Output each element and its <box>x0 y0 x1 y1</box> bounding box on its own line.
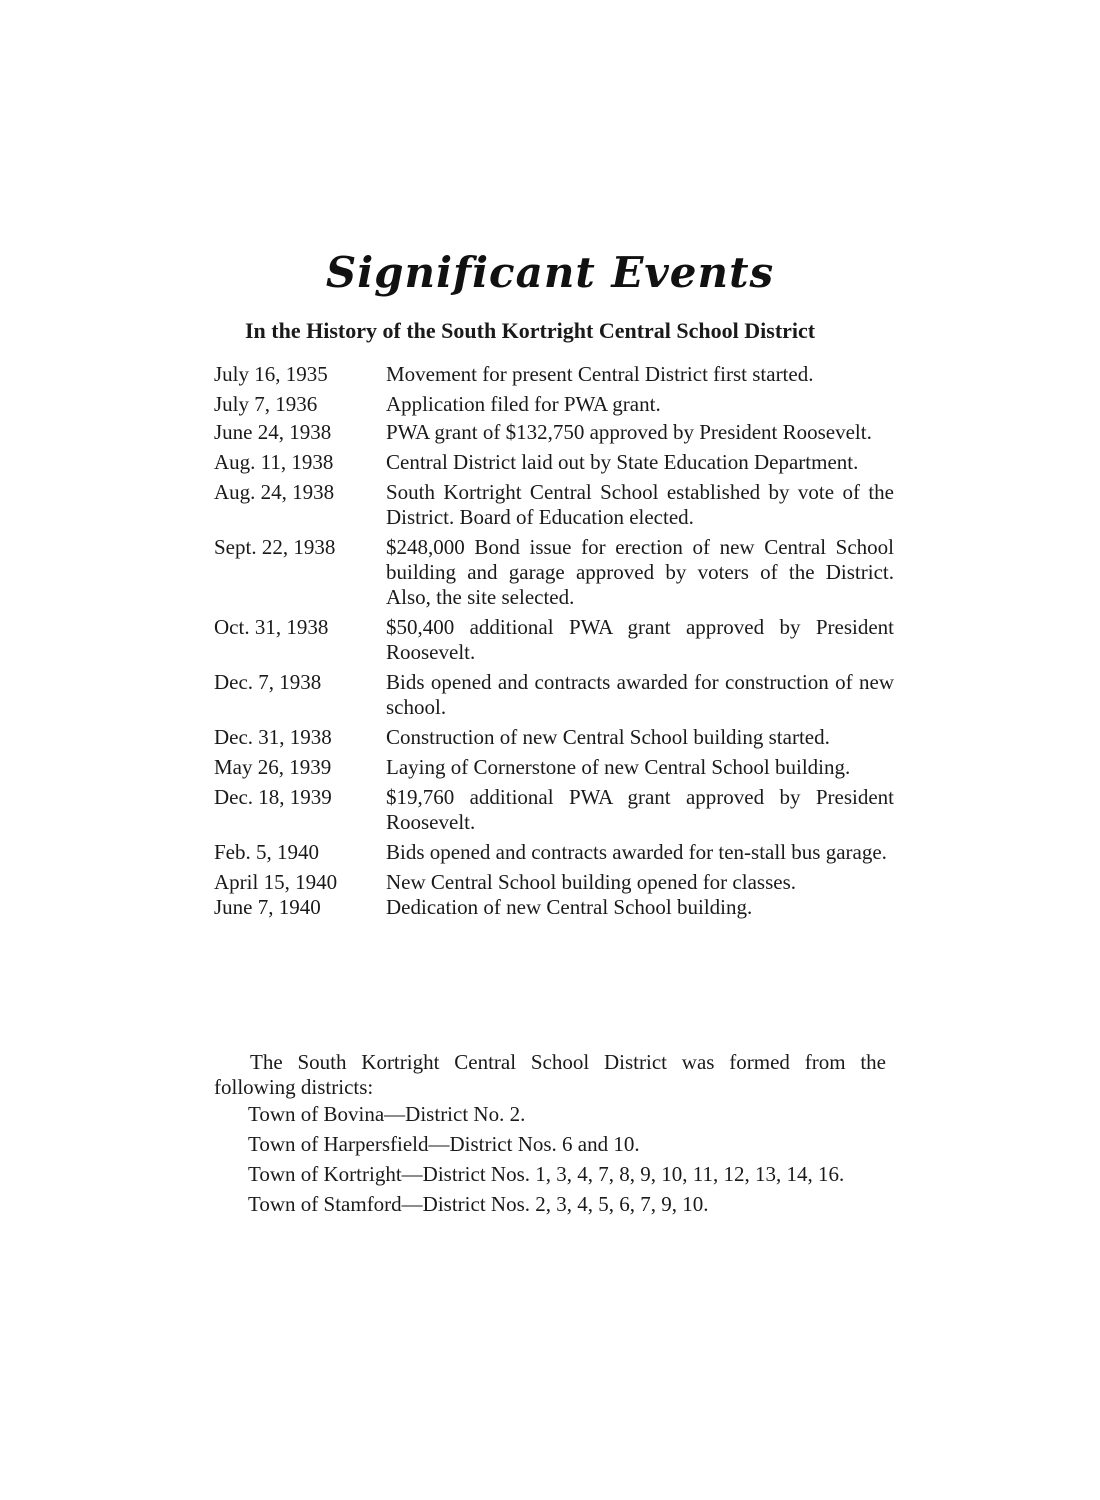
event-text: Dedication of new Central School building. <box>386 895 753 919</box>
event-date: June 24, 1938 <box>214 420 332 444</box>
event-text: Construction of new Central School building started. <box>386 725 830 749</box>
event-row <box>214 615 894 665</box>
event-row <box>214 895 894 920</box>
event-text: $19,760 additional PWA grant approved by President Roosevelt. <box>386 785 894 834</box>
town-item: Town of Stamford—District Nos. 2, 3, 4, 5, 6, 7, 9, 10. <box>248 1192 709 1216</box>
event-date: Dec. 18, 1939 <box>214 785 332 809</box>
event-text: Laying of Cornerstone of new Central School building. <box>386 755 851 779</box>
event-row <box>214 450 894 475</box>
event-row <box>214 362 894 387</box>
event-date: April 15, 1940 <box>214 870 338 894</box>
event-text: Central District laid out by State Education Department. <box>386 450 859 474</box>
event-text: Application filed for PWA grant. <box>386 392 661 416</box>
page-subtitle: In the History of the South Kortright Central School District <box>245 318 816 343</box>
event-row <box>214 870 894 895</box>
event-text: PWA grant of $132,750 approved by President Roosevelt. <box>386 420 872 444</box>
towns-list <box>248 1102 888 1217</box>
event-date: July 7, 1936 <box>214 392 318 416</box>
event-row <box>214 840 894 865</box>
event-text: New Central School building opened for classes. <box>386 870 796 894</box>
event-date: Aug. 24, 1938 <box>214 480 335 504</box>
events-list <box>214 362 894 920</box>
town-item: Town of Bovina—District No. 2. <box>248 1102 526 1126</box>
event-date: Oct. 31, 1938 <box>214 615 329 639</box>
event-date: June 7, 1940 <box>214 895 321 919</box>
event-row <box>214 535 894 610</box>
event-date: Dec. 31, 1938 <box>214 725 332 749</box>
town-item: Town of Kortright—District Nos. 1, 3, 4, 7, 8, 9, 10, 11, 12, 13, 14, 16. <box>248 1162 845 1186</box>
event-row <box>214 670 894 720</box>
page-title: Significant Events <box>325 248 775 297</box>
event-date: Feb. 5, 1940 <box>214 840 319 864</box>
event-date: July 16, 1935 <box>214 362 328 386</box>
event-date: May 26, 1939 <box>214 755 332 779</box>
event-text: $248,000 Bond issue for erection of new Central School building and garage approved by voters of the District. Also, the site selected. <box>386 535 894 609</box>
event-date: Aug. 11, 1938 <box>214 450 334 474</box>
event-text: Movement for present Central District first started. <box>386 362 814 386</box>
event-row <box>214 480 894 530</box>
event-text: $50,400 additional PWA grant approved by President Roosevelt. <box>386 615 894 664</box>
event-row <box>214 725 894 750</box>
town-item: Town of Harpersfield—District Nos. 6 and 10. <box>248 1132 640 1156</box>
event-date: Sept. 22, 1938 <box>214 535 336 559</box>
event-text: Bids opened and contracts awarded for ten-stall bus garage. <box>386 840 887 864</box>
event-date: Dec. 7, 1938 <box>214 670 322 694</box>
intro-paragraph: The South Kortright Central School District was formed from the following districts: <box>214 1050 886 1099</box>
event-row <box>214 755 894 780</box>
event-row <box>214 420 894 445</box>
event-text: Bids opened and contracts awarded for construction of new school. <box>386 670 894 719</box>
event-text: South Kortright Central School established by vote of the District. Board of Education elected. <box>386 480 894 529</box>
event-row <box>214 785 894 835</box>
event-row <box>214 392 894 417</box>
